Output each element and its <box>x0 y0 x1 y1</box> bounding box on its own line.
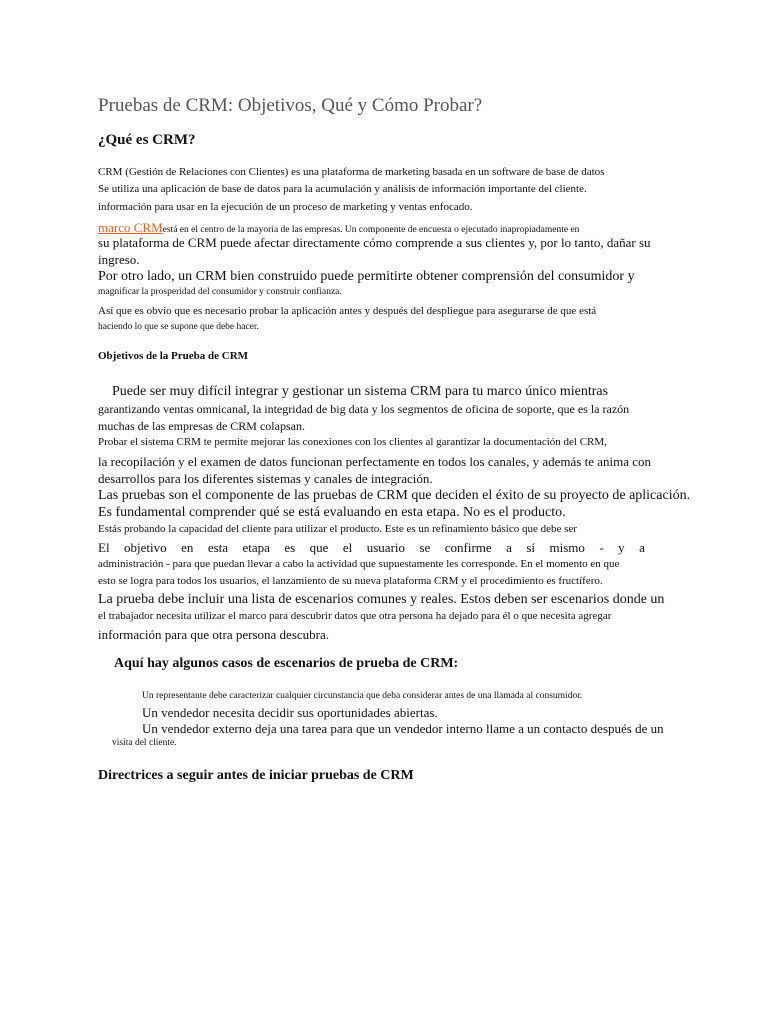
list-item: Un vendedor externo deja una tarea para que un vendedor interno llame a un contacto después de un <box>142 721 664 736</box>
paragraph-line: Se utiliza una aplicación de base de datos para la acumulación y análisis de información importante del cliente. <box>98 183 587 195</box>
paragraph-line: su plataforma de CRM puede afectar directamente cómo comprende a sus clientes y, por lo tanto, dañar su <box>98 235 651 250</box>
word: se <box>419 540 431 555</box>
list-item: Un representante debe caracterizar cualquier circunstancia que deba considerar antes de una llamada al consumidor. <box>142 691 583 701</box>
paragraph-line: La prueba debe incluir una lista de escenarios comunes y reales. Estos deben ser escenarios donde un <box>98 592 665 607</box>
word: objetivo <box>124 540 167 555</box>
page-title: Pruebas de CRM: Objetivos, Qué y Cómo Probar? <box>98 95 483 116</box>
paragraph-line: la recopilación y el examen de datos funcionan perfectamente en todos los canales, y además te anima con <box>98 454 651 469</box>
paragraph-line: información para que otra persona descubra. <box>98 627 330 642</box>
word: etapa <box>242 540 270 555</box>
word: usuario <box>366 540 406 555</box>
word: a <box>506 540 512 555</box>
word: - <box>599 540 604 555</box>
section-heading-test-scenarios: Aquí hay algunos casos de escenarios de prueba de CRM: <box>114 656 459 671</box>
paragraph-text: está en el centro de la mayoría de las empresas. Un componente de encuesta o ejecutado inapropiadamente en <box>162 225 580 235</box>
word: que <box>309 540 329 555</box>
paragraph-line: Es fundamental comprender qué se está evaluando en esta etapa. No es el producto. <box>98 505 566 520</box>
paragraph-line: muchas de las empresas de CRM colapsan. <box>98 419 305 433</box>
paragraph-line: Probar el sistema CRM te permite mejorar las conexiones con los clientes al garantizar la documentación del CRM, <box>98 436 607 448</box>
paragraph-line: administración - para que puedan llevar a cabo la actividad que supuestamente les corresponde. En el momento en que <box>98 558 620 570</box>
word: esta <box>207 540 229 555</box>
word: mismo <box>549 540 585 555</box>
paragraph-line: CRM (Gestión de Relaciones con Clientes) es una plataforma de marketing basada en un software de base de datos <box>98 166 605 178</box>
word: a <box>639 540 645 555</box>
paragraph-line: Estás probando la capacidad del cliente para utilizar el producto. Este es un refinamiento básico que debe ser <box>98 523 577 535</box>
list-item-continuation: visita del cliente. <box>112 738 177 748</box>
word: el <box>342 540 353 555</box>
word: y <box>618 540 625 555</box>
paragraph-line: garantizando ventas omnicanal, la integridad de big data y los segmentos de oficina de soporte, que es la razón <box>98 402 630 416</box>
word: en <box>181 540 194 555</box>
section-heading-guidelines: Directrices a seguir antes de iniciar pruebas de CRM <box>98 768 414 783</box>
paragraph-line: el trabajador necesita utilizar el marco para descubrir datos que otra persona ha dejado para él o que necesita agregar <box>98 610 612 622</box>
paragraph-line: Puede ser muy difícil integrar y gestionar un sistema CRM para tu marco único mientras <box>112 384 609 399</box>
paragraph-line: Por otro lado, un CRM bien construido puede permitirte obtener comprensión del consumidor y <box>98 269 635 284</box>
crm-framework-link[interactable]: marco CRM <box>98 220 163 235</box>
paragraph-line: información para usar en la ejecución de un proceso de marketing y ventas enfocado. <box>98 201 473 213</box>
section-heading-what-is-crm: ¿Qué es CRM? <box>98 132 196 148</box>
word: El <box>98 540 110 555</box>
paragraph-line: haciendo lo que se supone que debe hacer. <box>98 322 259 332</box>
paragraph-line: ingreso. <box>98 252 140 267</box>
paragraph-line: magnificar la prosperidad del consumidor y construir confianza. <box>98 287 342 297</box>
word: sí <box>526 540 536 555</box>
justified-paragraph-line <box>98 541 645 554</box>
paragraph-line: Las pruebas son el componente de las pruebas de CRM que deciden el éxito de su proyecto de aplicación. <box>98 488 691 503</box>
paragraph-line: desarrollos para los diferentes sistemas y canales de integración. <box>98 471 433 486</box>
paragraph-line: esto se logra para todos los usuarios, el lanzamiento de su nueva plataforma CRM y el procedimiento es fructífero. <box>98 575 603 587</box>
section-heading-objectives: Objetivos de la Prueba de CRM <box>98 350 249 362</box>
paragraph-line: Así que es obvio que es necesario probar la aplicación antes y después del despliegue para asegurarse de que está <box>98 305 597 317</box>
list-item: Un vendedor necesita decidir sus oportunidades abiertas. <box>142 705 438 720</box>
word: confirme <box>444 540 492 555</box>
word: es <box>284 540 296 555</box>
paragraph-line-with-link <box>98 220 579 236</box>
